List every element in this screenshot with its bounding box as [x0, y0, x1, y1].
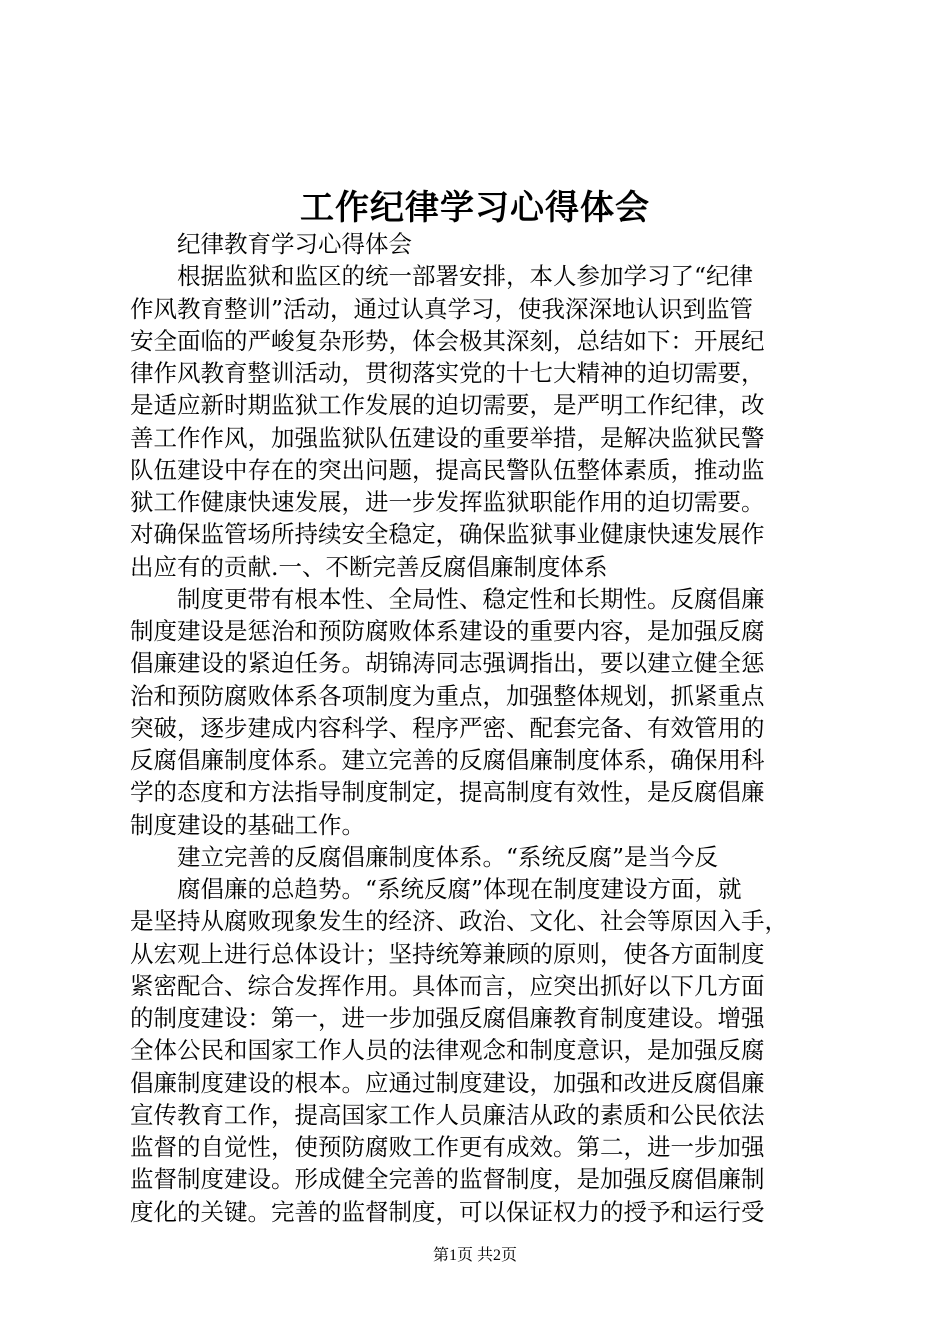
body-line: 对确保监管场所持续安全稳定，确保监狱事业健康快速发展作: [130, 520, 765, 549]
body-line: 倡廉制度建设的根本。应通过制度建设，加强和改进反腐倡廉: [130, 1068, 765, 1097]
body-line: 治和预防腐败体系各项制度为重点，加强整体规划，抓紧重点: [130, 681, 765, 710]
body-line: 是适应新时期监狱工作发展的迫切需要，是严明工作纪律，改: [130, 391, 765, 420]
body-line: 紧密配合、综合发挥作用。具体而言，应突出抓好以下几方面: [130, 971, 765, 1000]
body-line: 倡廉建设的紧迫任务。胡锦涛同志强调指出，要以建立健全惩: [130, 649, 765, 678]
body-line: 学的态度和方法指导制度制定，提高制度有效性，是反腐倡廉: [130, 778, 765, 807]
body-line: 突破，逐步建成内容科学、程序严密、配套完备、有效管用的: [130, 713, 765, 742]
body-line: 是坚持从腐败现象发生的经济、政治、文化、社会等原因入手，: [130, 907, 788, 936]
body-line: 狱工作健康快速发展，进一步发挥监狱职能作用的迫切需要。: [130, 488, 765, 516]
body-line: 善工作作风，加强监狱队伍建设的重要举措，是解决监狱民警: [130, 423, 765, 452]
body-line: 出应有的贡献.一、不断完善反腐倡廉制度体系: [130, 552, 608, 581]
body-line: 制度建设的基础工作。: [130, 810, 365, 839]
body-line: 纪律教育学习心得体会: [130, 230, 412, 258]
body-line: 全体公民和国家工作人员的法律观念和制度意识，是加强反腐: [130, 1036, 765, 1065]
body-line: 制度建设是惩治和预防腐败体系建设的重要内容，是加强反腐: [130, 617, 765, 645]
body-line: 作风教育整训”活动，通过认真学习，使我深深地认识到监管: [130, 294, 754, 323]
body-line: 律作风教育整训活动，贯彻落实党的十七大精神的迫切需要，: [130, 359, 765, 387]
body-line: 宣传教育工作，提高国家工作人员廉洁从政的素质和公民依法: [130, 1100, 765, 1129]
body-line: 监督的自觉性，使预防腐败工作更有成效。第二，进一步加强: [130, 1133, 765, 1161]
body-line: 建立完善的反腐倡廉制度体系。“系统反腐”是当今反: [130, 842, 719, 871]
body-line: 队伍建设中存在的突出问题，提高民警队伍整体素质，推动监: [130, 455, 765, 484]
body-line: 监督制度建设。形成健全完善的监督制度，是加强反腐倡廉制: [130, 1165, 765, 1194]
page-footer: 第1页 共2页: [432, 1247, 517, 1264]
body-line: 反腐倡廉制度体系。建立完善的反腐倡廉制度体系，确保用科: [130, 746, 765, 774]
document-title: 工作纪律学习心得体会: [300, 188, 650, 228]
body-line: 安全面临的严峻复杂形势，体会极其深刻，总结如下：开展纪: [130, 326, 765, 355]
body-line: 的制度建设：第一，进一步加强反腐倡廉教育制度建设。增强: [130, 1004, 765, 1032]
body-line: 腐倡廉的总趋势。“系统反腐”体现在制度建设方面，就: [130, 875, 742, 903]
body-line: 根据监狱和监区的统一部署安排，本人参加学习了“纪律: [130, 262, 754, 291]
body-line: 度化的关键。完善的监督制度，可以保证权力的授予和运行受: [130, 1197, 765, 1226]
body-line: 从宏观上进行总体设计；坚持统筹兼顾的原则，使各方面制度: [130, 939, 765, 968]
body-line: 制度更带有根本性、全局性、稳定性和长期性。反腐倡廉: [130, 584, 765, 613]
